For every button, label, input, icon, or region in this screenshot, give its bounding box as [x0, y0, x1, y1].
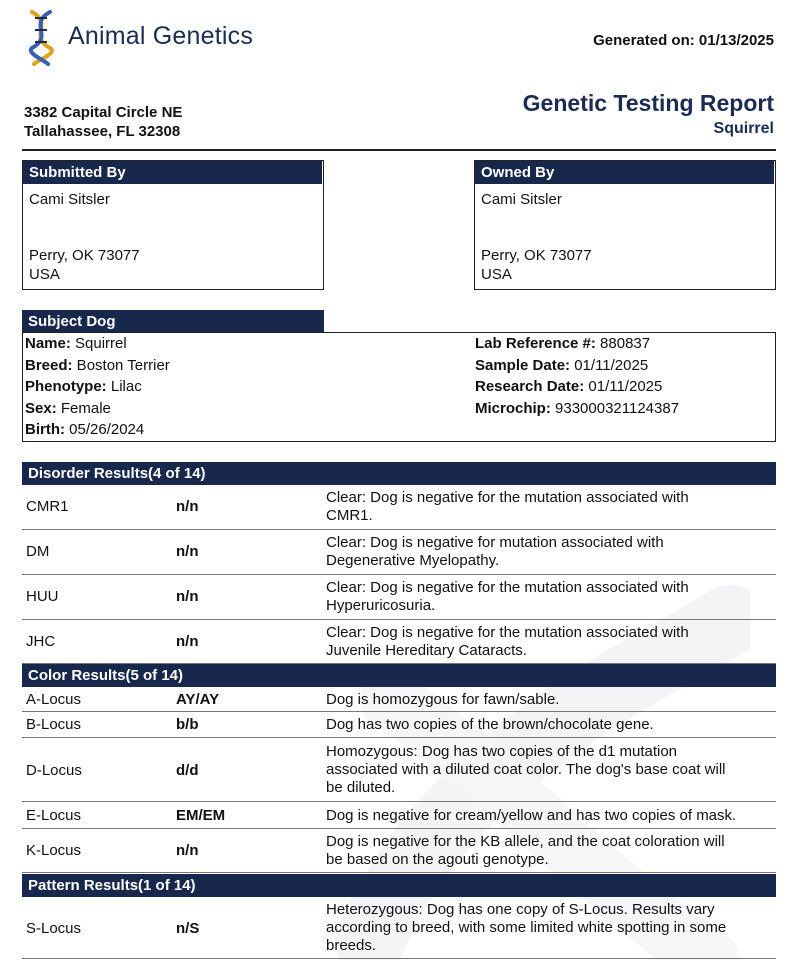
- field-label: Research Date:: [475, 378, 585, 395]
- test-name: S-Locus: [26, 920, 82, 937]
- genotype: n/n: [176, 498, 199, 515]
- test-name: A-Locus: [26, 691, 82, 708]
- test-name: HUU: [26, 588, 59, 605]
- field-birth: [25, 419, 170, 441]
- table-row: [22, 620, 776, 664]
- field-label: Sample Date:: [475, 356, 571, 374]
- desc-line: CMR1.: [326, 507, 373, 524]
- field-value: 880837: [595, 335, 651, 352]
- genotype: b/b: [176, 716, 199, 733]
- test-name: DM: [26, 543, 50, 560]
- report-title: Genetic Testing Report: [522, 90, 774, 116]
- color-results-heading: Color Results(5 of 14): [22, 664, 776, 687]
- desc-line: Juvenile Hereditary Cataracts.: [326, 642, 527, 659]
- header-divider: [22, 149, 776, 151]
- test-name: E-Locus: [26, 807, 82, 824]
- field-value: Lilac: [106, 378, 142, 395]
- subject-left-fields: [25, 333, 170, 441]
- field-sample-date: [475, 355, 679, 377]
- field-breed: [25, 355, 170, 377]
- field-research-date: [475, 376, 679, 398]
- table-row: [22, 485, 776, 530]
- table-row: [22, 530, 776, 575]
- field-value: 01/11/2025: [570, 356, 649, 374]
- address-line-2: Tallahassee, FL 32308: [24, 123, 181, 140]
- subject-right-fields: [475, 333, 679, 419]
- table-row: [22, 829, 776, 873]
- submitted-by-heading: Submitted By: [23, 161, 322, 184]
- field-lab-reference: [475, 333, 679, 355]
- table-row: [22, 687, 776, 712]
- owner-country: USA: [481, 266, 512, 283]
- submitter-city: Perry, OK 73077: [29, 247, 140, 264]
- field-value: Female: [56, 399, 111, 417]
- result-description: [326, 833, 772, 869]
- field-label: Birth:: [25, 421, 65, 438]
- genotype: n/n: [176, 543, 199, 560]
- test-name: CMR1: [26, 498, 69, 515]
- desc-line: Clear: Dog is negative for the mutation associated with: [326, 624, 689, 641]
- field-phenotype: [25, 376, 170, 398]
- submitter-country: USA: [29, 266, 60, 283]
- genotype: d/d: [176, 762, 199, 779]
- field-value: Boston Terrier: [72, 356, 170, 374]
- submitter-name: Cami Sitsler: [29, 191, 110, 208]
- desc-line: according to breed, with some limited white spotting in some: [326, 919, 727, 936]
- pattern-results-heading: Pattern Results(1 of 14): [22, 874, 776, 897]
- field-value: 933000321124387: [550, 399, 680, 417]
- field-value: Squirrel: [70, 335, 127, 352]
- desc-line: Dog is negative for the KB allele, and the coat coloration will: [326, 833, 725, 850]
- genotype: AY/AY: [176, 691, 220, 708]
- disorder-results-heading: Disorder Results(4 of 14): [22, 462, 776, 485]
- genotype: n/S: [176, 920, 200, 937]
- address-line-1: 3382 Capital Circle NE: [24, 104, 183, 121]
- desc-line: Degenerative Myelopathy.: [326, 552, 500, 569]
- desc-line: be based on the agouti genotype.: [326, 851, 549, 868]
- submitted-by-box: [22, 160, 324, 290]
- test-name: D-Locus: [26, 762, 82, 779]
- field-microchip: [475, 398, 679, 420]
- brand-name: Animal Genetics: [68, 22, 254, 50]
- desc-line: Heterozygous: Dog has one copy of S-Locus. Results vary: [326, 901, 715, 918]
- desc-line: Clear: Dog is negative for the mutation associated with: [326, 579, 689, 596]
- dna-logo-icon: [24, 8, 58, 66]
- desc-line: Clear: Dog is negative for the mutation associated with: [326, 489, 689, 506]
- result-description: [326, 901, 772, 955]
- result-description: Dog is negative for cream/yellow and has two copies of mask.: [326, 807, 737, 824]
- test-name: K-Locus: [26, 842, 82, 859]
- desc-line: be diluted.: [326, 779, 396, 796]
- table-row: [22, 897, 776, 959]
- field-value: 01/11/2025: [584, 378, 663, 395]
- desc-line: Hyperuricosuria.: [326, 597, 436, 614]
- result-description: [326, 489, 772, 525]
- result-description: Dog is homozygous for fawn/sable.: [326, 691, 560, 708]
- report-subject: Squirrel: [713, 120, 774, 137]
- field-label: Microchip:: [475, 399, 551, 417]
- result-description: [326, 624, 772, 660]
- field-label: Breed:: [25, 356, 73, 374]
- field-name: [25, 333, 170, 355]
- owner-name: Cami Sitsler: [481, 191, 562, 208]
- field-label: Phenotype:: [25, 378, 107, 395]
- desc-line: Homozygous: Dog has two copies of the d1 mutation: [326, 743, 678, 760]
- subject-dog-heading: Subject Dog: [22, 310, 324, 333]
- result-description: [326, 579, 772, 615]
- desc-line: breeds.: [326, 937, 377, 954]
- field-value: 05/26/2024: [65, 421, 145, 438]
- field-label: Lab Reference #:: [475, 335, 596, 352]
- report-header: [0, 0, 796, 150]
- table-row: [22, 802, 776, 829]
- genotype: n/n: [176, 588, 199, 605]
- owned-by-heading: Owned By: [475, 161, 774, 184]
- field-label: Name:: [25, 335, 71, 352]
- owned-by-box: [474, 160, 776, 290]
- table-row: [22, 575, 776, 620]
- subject-dog-box: [22, 332, 776, 442]
- result-description: [326, 743, 772, 797]
- field-label: Sex:: [25, 399, 57, 417]
- result-description: Dog has two copies of the brown/chocolate gene.: [326, 716, 654, 733]
- desc-line: Clear: Dog is negative for mutation associated with: [326, 534, 664, 551]
- result-description: [326, 534, 772, 570]
- test-name: B-Locus: [26, 716, 82, 733]
- lab-address: [24, 103, 182, 141]
- test-name: JHC: [26, 633, 56, 650]
- table-row: [22, 738, 776, 802]
- genotype: EM/EM: [176, 807, 226, 824]
- generated-date: Generated on: 01/13/2025: [593, 32, 774, 49]
- owner-city: Perry, OK 73077: [481, 247, 592, 264]
- desc-line: associated with a diluted coat color. The dog's base coat will: [326, 761, 726, 778]
- table-row: [22, 712, 776, 738]
- genotype: n/n: [176, 842, 199, 859]
- field-sex: [25, 398, 170, 420]
- genotype: n/n: [176, 633, 199, 650]
